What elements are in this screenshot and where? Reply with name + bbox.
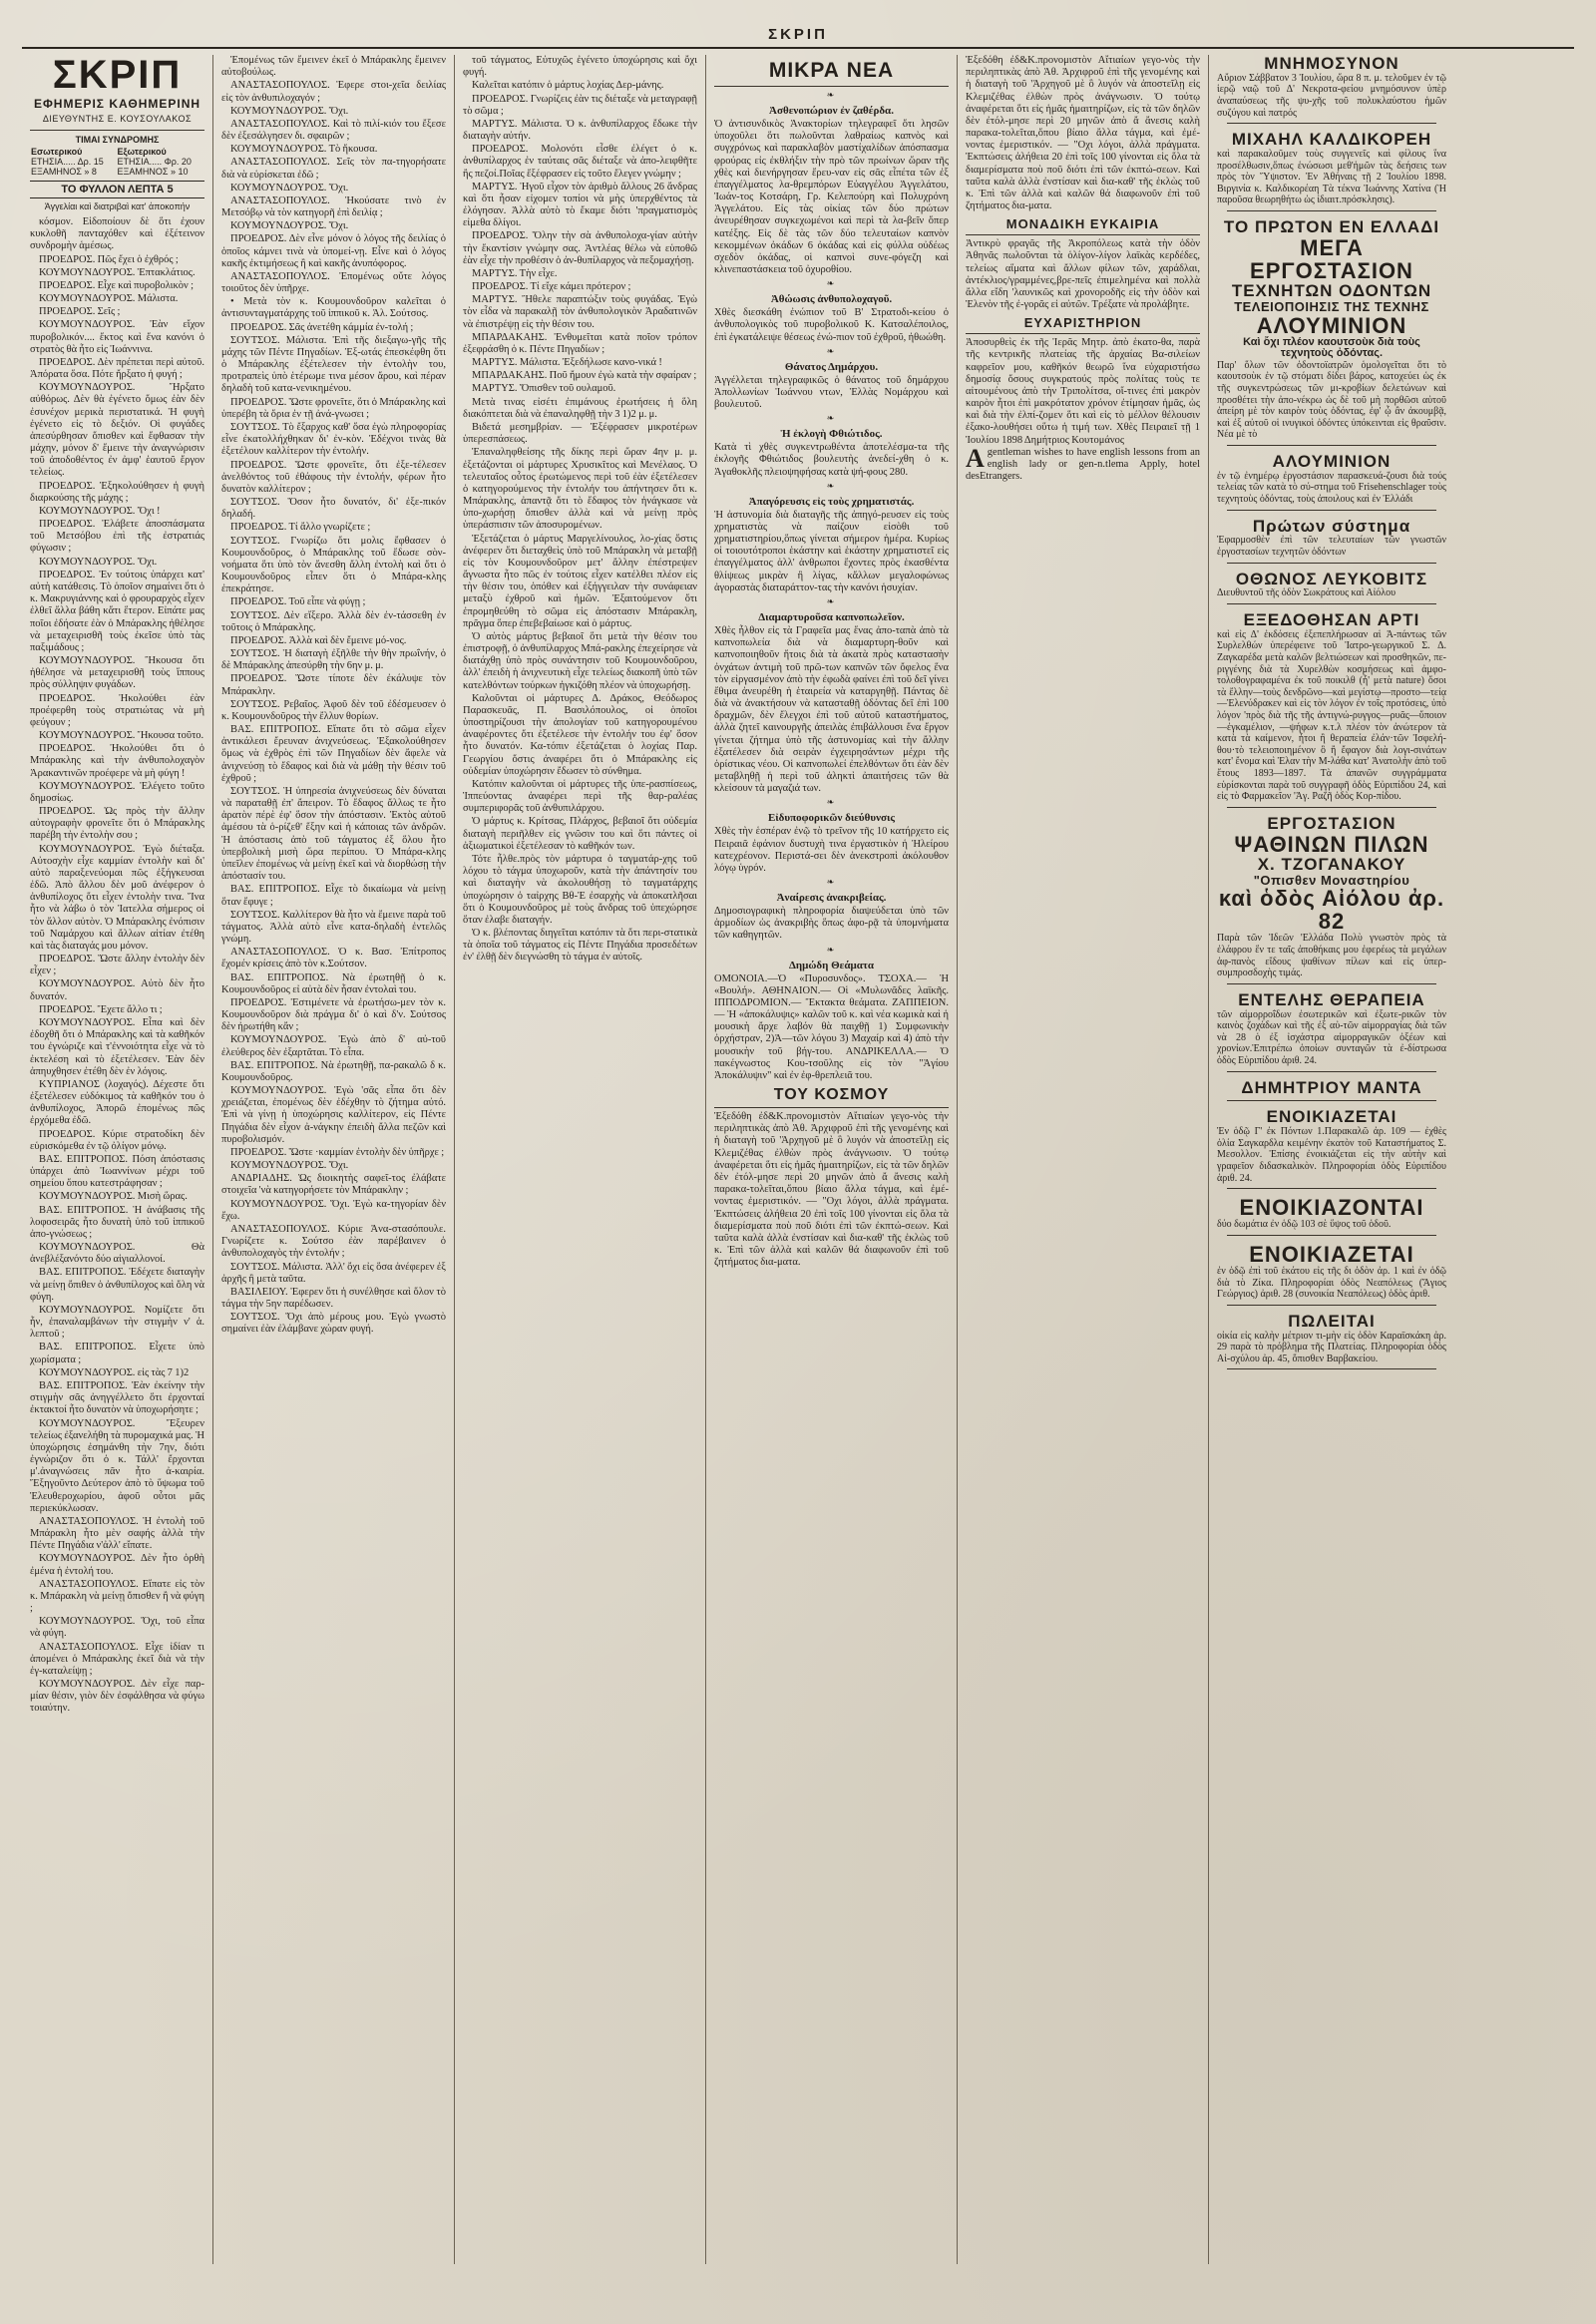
paragraph: ΚΟΥΜΟΥΝΔΟΥΡΟΣ. Ὄχι. (39, 556, 158, 568)
editor-line: ΔΙΕΥΘΥΝΤΗΣ Ε. ΚΟΥΣΟΥΛΑΚΟΣ (42, 114, 193, 124)
paragraph: ΠΡΟΕΔΡΟΣ. Ἐστιμένετε νὰ ἐρωτήσω-μεν τὸν κ. Κουμουνδοῦρον διὰ πράγμα δι' ὁ καὶ δ'ν. Σούτσος δὲν ἠρωτήθη κἄν ; (221, 996, 446, 1033)
paragraph: ΚΟΥΜΟΥΝΔΟΥΡΟΣ. Ἐγὼ ἀπὸ δ' αὐ-τοῦ ἐλεύθερος δὲν ἐξαρτᾶται. Τὸ εἶπα. (221, 1034, 446, 1058)
advertisement (1217, 1243, 1446, 1306)
paragraph: ΑΝΑΣΤΑΣΟΠΟΥΛΟΣ. Εἶχε ἰδίαν τι ἀπομένει ὁ Μπάρακλης ἐκεῖ διὰ νὰ τὴν ἐγ-καταλείψῃ ; (30, 1641, 204, 1677)
paragraph: ΠΡΟΕΔΡΟΣ. Τί εἴχε κάμει πρότερον ; (472, 281, 631, 293)
paragraph: ΚΟΥΜΟΥΝΔΟΥΡΟΣ. Ἐγὼ διέταξα. Αὐτοσχὴν εἶχε καμμίαν ἐντολὴν καὶ δι' αὐτὸ παραξενεύομαι πῶς ἐξήγκευσαι ἐδῶ. Ἀπὸ ἄλλου δὲν μοῦ ἀνέφερον ὁ ἀνθυπίλοχος ὅτι εἶχεν ἐντολὴν τινα. Ἵνα ἦτο νὰ λάβω ὁ τὸν Ἰατελλα σήμερος οἱ τὸν ἄλλον αὐτὸν. Ὁ Μπάρακλης ἐνόπισιν τοῦ Ναμάρχου καὶ ἄλλων αἰτίαν ἐτέθη καὶ τὰς διαταγάς μου μόνον. (30, 843, 204, 952)
newspaper-subtitle: ΕΦΗΜΕΡΙΣ ΚΑΘΗΜΕΡΙΝΗ (33, 97, 201, 111)
divider (714, 86, 949, 87)
paragraph: ΣΟΥΤΣΟΣ. Ρεβαῖος. Ἀφοῦ δὲν τοῦ ἐδέσμευσεν ὁ κ. Κουμουνδοῦρος τὴν ἔλλυν θορίων. (221, 698, 446, 722)
news-item-title: Θάνατος Δημάρχου. (784, 360, 879, 373)
paragraph: ΚΟΥΜΟΥΝΔΟΥΡΟΣ. Ὄχι. Ἐγὼ κα-τηγορίαν δὲν ἔχω. (221, 1198, 446, 1222)
news-item-body: Χθὲς τὴν ἑσπέραν ἐνῷ τὸ τρεῖνον τῆς 10 κατήρχετο εἰς Πειραιᾶ ἐφάνιον δυστυχὴ τινα ἐργαστικὸν ἡ Ἠλείρου κατεχρέονον. Περιστά-σει δὲν ἀνεκστροπὶ ἀκόλουθον λόγῳ ὑγρόν. (714, 826, 949, 874)
paragraph: ΒΑΣ. ΕΠΙΤΡΟΠΟΣ. Εἴπατε ὅτι τὸ σῶμα εἶχεν ἀντικάλεσι ἔρευναν ἀνιχνεύσεως. Ἐξακολούθησεν ὅμως νὰ ἐχθρὸς ἐπὶ τῶν Πηγαδίων δὲν ἄφελε νὰ ἀνιχνεύσῃ τὸ ἔδαφος καὶ διὰ νὰ μάθῃ τὴν θέσιν τοῦ ἐχθροῦ ; (221, 724, 446, 784)
paragraph: ΠΡΟΕΔΡΟΣ. Ἐν τούτοις ὑπάρχει κατ' αὐτὴ κατάθεσις. Τὸ ὁποῖον σημαίνει ὅτι ὁ κ. Μακρυγιάννης καὶ ὁ φρουραρχὸς εἶχεν ἐλθεῖ ἄλλα βάθη κἄτι ἕτερον. Εἰπάτε μας ποῖοι ἐδήσατε ἐὰν ὁ Μπάρακλης ἠθέλησε νὰ μεταχειρισθῆ τοὺς ἐκεῖσε ὑπὸ τὰς παξιμάδους ; (30, 569, 204, 653)
divider (1227, 563, 1436, 564)
paragraph: ΠΡΟΕΔΡΟΣ. Γνωρίζεις ἐὰν τις διέταξε νὰ μεταγραφῇ τὸ σῶμα ; (463, 93, 697, 117)
ad-heading-6: Καὶ ὄχι πλέον καουτσοὺκ διὰ τοὺς τεχνητοὺς ὀδόντας. (1243, 335, 1420, 360)
ad-heading: ΕΞΕΔΟΘΗΣΑΝ ΑΡΤΙ (1243, 609, 1420, 629)
news-item (714, 945, 949, 1083)
newspaper-logo: ΣΚΡΙΠ (52, 55, 183, 97)
paragraph: ΚΟΥΜΟΥΝΔΟΥΡΟΣ. Ὄχι, τοῦ εἶπα νὰ φύγη. (30, 1616, 204, 1640)
ad-body: Ἐφαρμοσθὲν ἐπὶ τῶν τελευταίων τῶν γνωστῶν ἐργοστασίων τεχνητῶν ὀδόντων (1217, 535, 1446, 558)
paragraph: Ἐξετάζεται ὁ μάρτυς Μαργελίνουλος, λο-χίας ὅστις ἀνέφερεν ὅτι διεταχθεὶς ὑπὸ τοῦ Μπάρακλη νὰ μεταβῇ εἰς τὸν Κουμουνδοῦρον μετ' ἄλλην ἐπέστρεψεν ἄγνωστα ἦτο πῶς ἐν τούτοις εἶχεν κατέλθει πλέον εἰς τὴν θέσιν του, ὁπόθεν καὶ ἐξήγγειλαν τὴν συνάφειαν μεταξὺ ἐχθροῦ καὶ ἡμῶν. Ἐξαιτούμενον ὅτι ἐπρομηθεύθη τὸ σῶμα εἰς ἀπόστασιν Μπάρακλη, πρᾶγμα ὅπερ ἐπεβεβαίωσε καὶ ὁ μάρτυς. (463, 533, 697, 629)
paragraph: ΒΑΣΙΛΕΙΟΥ. Ἐφερεν ὅτι ἡ συνέλθησε καὶ ὅλον τὸ τάγμα τὴν 5ην παρέδωσεν. (221, 1286, 446, 1311)
paragraph: ΚΟΥΜΟΥΝΔΟΥΡΟΣ. Τὸ ἤκουσα. (230, 144, 378, 156)
news-item-title: Ἡ ἐκλογὴ Φθιώτιδος. (780, 428, 883, 441)
table-row (30, 147, 204, 157)
advertisement (1217, 218, 1446, 446)
ornament-icon: ❧ (826, 413, 837, 424)
ornament-icon: ❧ (826, 797, 837, 808)
news-item-title: Δημώδη Θεάματα (788, 959, 875, 971)
paragraph: ΠΡΟΕΔΡΟΣ. Σεῖς ; (39, 306, 121, 318)
advertisement (1217, 55, 1446, 124)
ad-body: δύο δωμάτια ἐν ὁδῷ 103 σὲ ὕψος τοῦ ὁδοῦ. (1217, 1219, 1392, 1231)
subs-cell: ΕΞΑΜΗΝΟΣ » 8 (31, 167, 97, 177)
paragraph: ΠΡΟΕΔΡΟΣ. Κύριε στρατοδίκη δὲν εὑρισκόμεθα ἐν τῷ ὀλίγον μόνῳ. (30, 1128, 204, 1152)
paragraph: ΣΟΥΤΣΟΣ. Μάλιστα. Ἀλλ' ὄχι εἰς ὅσα ἀνέφερεν ἐξ ἀρχῆς ἢ μετὰ ταῦτα. (221, 1261, 446, 1285)
paragraph: ΣΟΥΤΣΟΣ. Ἡ ὑπηρεσία ἀνιχνεύσεως δὲν δύναται νὰ παραταθῇ ἐπ' ἄπειρον. Τὸ ἔδαφος ἄλλως τε ἦτο ἀρατὸν πέρὲ ἐφ' ὅσον τὴν ἀπόστασιν. Ἐκτὸς αὐτοῦ ἀμέσου τὰ ὁ-ρίζεθ' ἕξην καὶ ἡ κάποιας τῶν ἀνδρῶν. Ἡ ἀπόστασις ἀπὸ τοῦ τάγματος ἐξ ὅλου ἦτο ὑπερβολικὴ μισὴ ὥρα περίπου. Ὁ Μπάρα-κλης ὑπεῖλεν ἐπομένως νὰ μείνῃ ἐκεῖ καὶ νὰ διορθώσῃ τὴν ἀπόστασίν του. (221, 785, 446, 883)
paragraph: ΒΑΣ. ΕΠΙΤΡΟΠΟΣ. Νὰ ἐρωτηθῇ ὁ κ. Κουμουνδοῦρος εἰ αὐτὰ δὲν ἦσαν ἐντολαὶ του. (221, 971, 446, 995)
paragraph: ΚΟΥΜΟΥΝΔΟΥΡΟΣ. Ἐὰν εἴχον πυροβολικόν.... ἔκτος καὶ ἕνα κανόνι ὁ στρατὸς θὰ ἦτο εἰς Ἰωάννινα. (30, 319, 204, 355)
ornament-icon: ❧ (826, 90, 837, 100)
news-item-body: Ἡ ἀστυνομία διὰ διαταγῆς τῆς ἀπηγό-ρευσεν εἰς τοὺς χρηματιστὰς νὰ παίζουν εἰσὸθι τοῦ χρηματιστηρίου,ὅπως γίνεται σήμερον ἡμέρα. Κυρίως οἱ τοιουτότροποι ἑκάστην καὶ ἑκάστην χρηματιστεῖ εἰς ἐπαγγέλματος ἀλλ' ἀνθρωποι ἔχοντες πρὸς ἑκασθέντα θλίψεως μικρὰν ἢ λίγας, κἄλλων μεγαλοφώνως ἀγοραστὰς διαταράττον-τας τὴν κανόνι ἡσυχίαν. (714, 509, 949, 593)
ad-body: καὶ παρακαλοῦμεν τοὺς συγγενεῖς καὶ φίλους ἵνα προσέλθωσιν,ὅπως ἑνώσωσι μεθ'ἡμῶν τὰς δεήσεις των πρὸς τὸν Ὕψιστον. Ἐν Ἀθήναις τῇ 2 Ἰουλίου 1898. Βιργινία κ. Καλδικορέαη Τὰ τέκνα Ἰωάννης Χατίνα (Ἡ παροῦσα θεωρηθήτω ὡς ἰδιαιτ.πρόσκλησις). (1217, 149, 1446, 206)
news-item-body: ΟΜΟΝΟΙΑ.—Ὁ «Πυροσυνδος». ΤΣΟΧΑ.— Ἡ «Βουλή». ΑΘΗΝΑΙΟΝ.— Οἱ «Μυλωνᾶδες λαϊκῆς. ΙΠΠΟΔΡΟΜΙΟΝ.— Ἔκτακτα θεάματα. ΖΑΠΠΕΙΟΝ. — Ἡ «ἀποκάλυψις» καλῶν τοῦ κ. καὶ νέα κωμικὰ καὶ ἡ μουσικὴ ἄρχε λαβόν θὰ παιχθῇ 1) Συμφωνικὴν ὀρχήστραν, 2)Ἀ—τῶν λόγου 3) Μαχαίρ καὶ 4) ἀπὸ τὴν μουσικὴν τοῦ βήγ-του. ΑΝΔΡΙΚΕΛΛΑ.— Ὁ πακέγνωστος Κου-τσοῦλης εἰς τὸν "Ἁγίου Ἀποκάλυψιν" καὶ ἐν ἐφ-θρεπλειᾶ του. (714, 972, 949, 1081)
divider (966, 333, 1200, 334)
ad-heading-2: ΨΑΘΙΝΩΝ ΠΙΛΩΝ (1234, 831, 1429, 857)
paragraph: Ὁ κ. βλέποντας διηγεῖται κατόπιν τὰ ὅτι περι-στατικὰ τὰ ὁποῖα τοῦ τάγματος εἰς Πέντε Πηγάδια προσεδέτων ἐν' ἐλθῇ δὲν διεγνώσθη τὸ τάγμα ἐν αὐτοῖς. (463, 928, 697, 964)
advertisement (1217, 611, 1446, 808)
paragraph: ΣΟΥΤΣΟΣ. Μάλιστα. Ἐπὶ τῆς διεξαγω-γῆς τῆς μάχης τῶν Πέντε Πηγαδίων. Ἐξ-ωτάς ἐπεσκέφθη ὅτι ὁ Μπάρακλης ἐξέτελεσεν τὴν ἐντολὴν του, προτραπεὶς ὑπὸ ἑτέρωμε τινα μέσον ἄρου, καὶ πέραν δηλαδὴ τοῦ κατα-νενικημένου. (221, 334, 446, 395)
paragraph: ΠΡΟΕΔΡΟΣ. Τοῦ εἶπε νὰ φύγῃ ; (230, 596, 366, 608)
ad-heading: ΔΗΜΗΤΡΙΟΥ ΜΑΝΤΑ (1241, 1077, 1422, 1097)
column-2-body (221, 55, 446, 1337)
paragraph: ΠΡΟΕΔΡΟΣ. Ὡς πρὸς τὴν ἄλλην αὐτογραφὴν φρονεῖτε ὅτι ὁ Μπάρακλης παρέβη τὴν ἐντολὴν σου ; (30, 806, 204, 842)
paragraph: ΑΝΑΣΤΑΣΟΠΟΥΛΟΣ. Εἴπατε εἰς τὸν κ. Μπάρακλη νὰ μείνῃ ὄπισθεν ἢ νὰ φύγη ; (30, 1578, 204, 1615)
paragraph: τοῦ τάγματος, Εὐτυχῶς ἐγένετο ὑποχώρησις καὶ ὄχι φυγή. (463, 55, 697, 79)
ad-heading: ΑΛΟΥΜΙΝΙΟΝ (1272, 451, 1392, 471)
divider (1227, 603, 1436, 604)
paragraph: ΜΑΡΤΥΣ. Μάλιστα. Ὁ κ. ἀνθυπίλαρχος ἔδωκε τὴν διαταγὴν αὐτήν. (463, 118, 697, 143)
paragraph: ΠΡΟΕΔΡΟΣ. Ἔχετε ἄλλο τι ; (39, 1003, 163, 1015)
paragraph: κόσμον. Εἰδοποίουν δὲ ὅτι ἐχουν κυκλοθῆ πανταχόθεν καὶ ἐξέτεινον συνδρομὴν ἁμέσως. (30, 216, 204, 252)
paragraph: ΜΑΡΤΥΣ. Μάλιστα. Ἐξεδήλωσε κανο-νικά ! (472, 357, 662, 369)
paragraph: ΠΡΟΕΔΡΟΣ. Ὅλην τὴν σὰ ἀνθυπολοχα-γίαν αὐτὴν τὴν ἔκαντίσιν γνώμην σας. Ἀντλέας θέλω νὰ εὑποθῶ ἐὰν εἶχε τὴν προθέσιν ὁ ἀν-θυπίλαρχος νὰ πεξομαχήσῃ. (463, 230, 697, 266)
ad-body: ἐν τῷ ἐνημέρῳ ἐργοστάσιον παρασκευά-ζουσι διὰ τούς τελείας τῶν κατὰ τὸ σύ-στημα τοῦ Frisehenschlager τοὺς τεχνητοὺς ὀδόντας, τοὺς ἀποιλους καὶ ἐν Ἑλλάδι (1217, 470, 1446, 505)
news-item (714, 90, 949, 276)
advertisement (1217, 453, 1446, 511)
paragraph: ΚΟΥΜΟΥΝΔΟΥΡΟΣ. Ἑπτακλάτιος. (39, 266, 196, 278)
advertisement (1217, 1313, 1446, 1370)
paragraph: ΠΡΟΕΔΡΟΣ. Μολονότι εἶσθε ἐλέγετ ὁ κ. ἀνθυπίλαρχος ἐν ταύταις σᾶς διέταξε νὰ ἀπο-λειφθῆτε ἢς πεζοί.Ποῖας ἔξέφρασεν εἰς τοῦτο ἔλεγεν γνώμην ; (463, 144, 697, 180)
news-item-body: Χθὲς διεσκάθη ἐνώπιον τοῦ Β' Στρατοδι-κείου ὁ ἀνθυπολογικὸς τοῦ πυροβολικοῦ Κ. Κατσαλέποιλος, ἐπὶ ἐγκατάλειψε θέσεως ἐνώ-πιον τοῦ ἐχθροῦ, ἠθωώθη. (714, 307, 949, 343)
columns-container (22, 55, 1574, 2264)
divider (1227, 1100, 1436, 1101)
paragraph: ΠΡΟΕΔΡΟΣ. Ἐξηκολούθησεν ἡ φυγὴ διαρκούσης τῆς μάχης ; (30, 480, 204, 504)
ad-heading-3: Χ. ΤΖΟΓΑΝΑΚΟΥ (1257, 854, 1406, 874)
advertisement (1217, 815, 1446, 984)
paragraph: ΜΠΑΡΔΑΚΑΗΣ. Ἐνθυμεῖται κατὰ ποῖον τρόπον ἐξεφράσθη ὁ κ. Πέντε Πηγαδίων ; (463, 331, 697, 355)
news-item-title: Ἀσθενοπώριον ἐν ζαθέρδα. (769, 105, 894, 117)
top-rule (22, 47, 1574, 49)
ad-heading-5: ΑΛΟΥΜΙΝΙΟΝ (1256, 312, 1407, 338)
ad-heading: ΕΡΓΟΣΤΑΣΙΟΝ (1267, 813, 1396, 833)
ad-heading-3: ΤΕΧΝΗΤΩΝ ΟΔΟΝΤΩΝ (1231, 281, 1432, 301)
divider (1227, 210, 1436, 211)
ornament-icon: ❧ (826, 278, 837, 289)
ad-heading-4: "Οπισθεν Μοναστηρίου (1253, 872, 1410, 888)
english-lessons-ad: Agentleman wishes to have english lessons from an english lady or gen-n.tlema Apply, hotel desEtrangers. (966, 443, 1200, 483)
ad-body: Παρὰ τῶν Ἰδεῶν 'Ελλάδα Πολὺ γνωστὸν πρὸς τὰ ἐλάφρου ἕν τε ταῖς ἀποθήκαις μου ἐφερέως τὰ μεγάλων ἀφ-πανὸς εἴδους ψαθίνων πίλων καὶ εἰς ὑπερ-συμπροσδοχὴς τιμάς. (1217, 933, 1446, 979)
ornament-icon: ❧ (826, 877, 837, 888)
paragraph: ΚΟΥΜΟΥΝΔΟΥΡΟΣ. Ἤρξατο αὐθόρως. Δὲν θὰ ἐγένετο ὅμως ἐὰν δὲν ἐσυνέχον μερικὰ περιστατικά. Ἡ φυγὴ ἐγένετο εἰς τὸ δεξιόν. Οἱ φυγάδες ἀπεσύρθησαν ὅπισθεν καὶ ἔφθασαν τὴν μάχην, μόνον δ' ἔμεινε τὴν ἀναγνώρισιν τοῦ ἀποδοθέντος ἐν ἀμφ' ἑαυτοῦ ἔργον τελείως. (30, 382, 204, 479)
subs-cell: Εξωτερικού (117, 147, 167, 157)
news-item-body: Δημοσιογραφικὴ πληροφορία διαψεύδεται ὑπὸ τῶν ἁρμοδίων ὡς ἀνακριβὴς ὅπως ἀφο-ρᾷ τὰ ὑπομνήματα τῶν καθηγητῶν. (714, 906, 949, 942)
paragraph: ΚΟΥΜΟΥΝΔΟΥΡΟΣ. Ἤκουσα τοῦτο. (39, 730, 204, 742)
subscription-table (30, 147, 204, 177)
paragraph: ΠΡΟΕΔΡΟΣ. Δὲν πρέπεται περὶ αὐτοῦ. Ἀπόρατα ὅσα. Πότε ἤρξατο ἡ φυγή ; (30, 356, 204, 381)
paragraph: ΚΟΥΜΟΥΝΔΟΥΡΟΣ. Μάλιστα. (39, 293, 179, 305)
subs-cell: Εσωτερικού (31, 147, 83, 157)
ad-heading: ΜΙΧΑΗΛ ΚΑΛΔΙΚΟΡΕΗ (1231, 130, 1432, 150)
ad-heading: ΤΟ ΠΡΩΤΟΝ ΕΝ ΕΛΛΑΔΙ (1223, 217, 1440, 237)
divider (966, 234, 1200, 235)
column-2 (213, 55, 455, 2264)
paragraph: Ἐπαναληφθείσης τῆς δίκης περὶ ὥραν 4ην μ. μ. ἐξετάζονται οἱ μάρτυρες Χρυσικῖτος καὶ Μενέλαος. Ὁ τελευταῖος οὗτος ἐρωτώμενος περὶ τοῦ ἐὰν ἐξετέλεσεν ὁ κατηγορούμενος τὴν ἐντολήν του ἀπήντησεν ὅτι κ. Μπάρακλης, ἀπαντᾷ ὅτι τὸ ἔδαφος τὸν ἠνάγκασε νὰ ὑπο-χωρήσῃ ὅπισθεν ἀλλὰ καὶ νὰ μείνῃ πρὸς ὑπεράσπισιν τῶν ἀποσυρομένων. (463, 447, 697, 532)
paragraph: ΚΟΥΜΟΥΝΔΟΥΡΟΣ. Ὄχι. (230, 105, 349, 117)
paragraph: ΑΝΑΣΤΑΣΟΠΟΥΛΟΣ. Ἐφερε στοι-χεῖα δειλίας εἰς τὸν ἀνθυπιλοχαγόν ; (221, 80, 446, 104)
paragraph: ΣΟΥΤΣΟΣ. Γνωρίζω ὅτι μολις ἔφθασεν ὁ Κουμουνδοῦρος, ὁ Μπάρακλης τοῦ ἔδωσε σὸν-νοήματα ὅτι ὑπὸ τὸν ἄνεσθη ἄλλη ἐντολὴ καὶ ὅτι ὁ Κουμουνδοῦρος εἶπεν ὅτι ὁ Μπάρα-κλης ἐπεκράτησε. (221, 535, 446, 595)
paragraph: ΚΟΥΜΟΥΝΔΟΥΡΟΣ. Ὄχι. (230, 1160, 349, 1172)
divider (30, 130, 204, 131)
paragraph: ΑΝΑΣΤΑΣΟΠΟΥΛΟΣ. Ἡ ἐντολὴ τοῦ Μπάρακλη ἦτο μὲν σαφής ἀλλὰ τὴν Πέντε Πηγάδια ν'ἀλλ' εἴπατε. (30, 1515, 204, 1552)
paragraph: ΣΟΥΤΣΟΣ. Καλλίτερον θὰ ἦτο νὰ ἔμεινε παρὰ τοῦ τάγματος. Ἀλλὰ αὐτὸ εἶνε κατα-δηλαδὴ ἐντελῶς γνώμη. (221, 909, 446, 946)
advertisement (1217, 991, 1446, 1072)
ad-heading-2: ΜΕΓΑ ΕΡΓΟΣΤΑΣΙΟΝ (1250, 234, 1413, 283)
paragraph: Τότε ἦλθε.πρὸς τὸν μάρτυρα ὁ ταγματάρ-χης τοῦ λόχου τὸ τάγμα ὑποχωροῦν, κατὰ τὴν ἀπάντησίν του καὶ διαταγὴν νὰ ἀκολουθήσῃ τὸ ταγματάρχης ὑποχώρησιν ὁ ταἰρχης Βθ-Ἐ ἐσαρχὴς νὰ ἀποκατλῆσαι ὅτι ὁ Κουμουνδοῦρος μὲ τοὺς ἄνδρας τοῦ ὑπεχώρησε ὅταν ἐλαβε διαταγήν. (463, 854, 697, 926)
news-item (714, 481, 949, 594)
paragraph: ΚΟΥΜΟΥΝΔΟΥΡΟΣ. Ὄχι ! (39, 505, 161, 517)
news-item-title: Ἀναίρεσις ἀνακριβείας. (776, 892, 887, 905)
ad-heading: Πρώτων σύστημα (1252, 516, 1411, 536)
paragraph: ΒΑΣ. ΕΠΙΤΡΟΠΟΣ. Εἶχετε ὑπὸ χωρίσματα ; (30, 1342, 204, 1365)
paragraph: ΚΟΥΜΟΥΝΔΟΥΡΟΣ. Εἶπα καὶ δὲν ἐδοχθῆ ὅτι ὁ Μπάρακλης καὶ τὰ καθῆκόν του ἐγνώριζε καὶ τ'ἐννοιότητα εἶχε νὰ τὸ ἐκτελέση καὶ τὸ ἐξετέλεσεν. Ἐὰν δὲν ἀπηυχθησεν ἐτέθη δὲν ἐν λόγοις. (30, 1017, 204, 1077)
paragraph: ΜΑΡΤΥΣ. Ἡγοῦ εἶχον τὸν ἀριθμὸ ἄλλους 26 ἄνδρας καὶ ὅτι ἦσαν εἰχομεν τοπίοι νὰ μὴς ὑπερχθέντος τὰ ἐλόγησαν. Ἀλλὰ αὐτὸ τὸ ἔκαμε διότι 'πραγματισμὸς εἰμεθα δλίγοι. (463, 181, 697, 229)
paragraph: Κατόπιν καλοῦνται οἱ μάρτυρες τῆς ὑπε-ρασπίσεως, Ἱππεύοντας ἀναφέρει περὶ τῆς θαρ-ραλέας συμπεριφορᾶς τοῦ ἀνθυπιλάρχου. (463, 778, 697, 815)
paragraph: Μετὰ τινας εἰσέτι ἐπιμάνους ἐρωτήσεις ἡ ὅλη διακόπτεται διὰ νὰ ἐπαναληφθῇ τὴν 3 1)2 μ. μ. (463, 396, 697, 420)
ad-body: τῶν αἱμορροΐδων ἐσωτερικῶν καὶ ἐξωτε-ρικῶν τὸν καινὸς ζοχάδων καὶ τῆς ἐξ αὐ-τῶν αἱμορραγίας διὰ τῶν νὰ 28 ὁ ἐξ ἰσχάστρα αἱμορραγικῶν ὀξέων καὶ χρονίων.Ἐπιτρέπω ὁποίων συνταγῶν τὰ ἐ-δίστρωσα ὁδὸς Εὐριπίδου ἀριθ. 24. (1217, 1008, 1446, 1066)
paragraph: • Μετὰ τὸν κ. Κουμουνδοῦρον καλεῖται ὁ ἀντισυνταγματάρχης τοῦ ἱππικοῦ κ. Ἀλ. Σούτσος. (221, 296, 446, 320)
ad-heading-4: ΤΕΛΕΙΟΠΟΙΗΣΙΣ ΤΗΣ ΤΕΧΝΗΣ (1234, 298, 1429, 314)
paragraph: ΑΝΑΣΤΑΣΟΠΟΥΛΟΣ. Κύριε Ἀνα-στασόπουλε. Γνωρίζετε κ. Σούτσο ἐὰν παρέβαινεν ὁ ἀνθυπολοχαγὸς τὴν ἐντολήν ; (221, 1223, 446, 1260)
news-item (714, 413, 949, 479)
paragraph: ΜΑΡΤΥΣ. Ἤθελε παραπτώξιν τοὺς φυγάδας. Ἐγὼ τὸν εἶδα νὰ παρακαλῇ τὸν ἀνθυπολογικὸν Ἀραδατινῶν νὰ ἐπιστρέψῃ εἰς τὴν θέσιν του. (463, 294, 697, 330)
ad-body: Διευθυντοῦ τῆς ὁδὸν Σωκράτους καὶ Αἰόλου (1217, 587, 1396, 599)
divider (1227, 1305, 1436, 1306)
ads-list (1217, 55, 1446, 1369)
paragraph: ΒΑΣ. ΕΠΙΤΡΟΠΟΣ. Ἐὰν ἐκείνην τὴν στιγμὴν σᾶς ἀνηγγέλλετο ὅτι ἐρχονταί ἐκτακτοί ἦτο δυνατὸν νὰ ὑποχωρήσητε ; (30, 1379, 204, 1416)
divider (714, 1107, 949, 1108)
divider (1227, 1235, 1436, 1236)
paragraph: ΑΝΑΣΤΑΣΟΠΟΥΛΟΣ. Ἠκούσατε τινὸ ἐν Μετσόβῳ νὰ τὸν κατηγορῆ ἐπὶ δειλίᾳ ; (221, 194, 446, 219)
column-5-upper-body: Ἐξεδόθη ἐδ&Κ.προνομιστὸν Αἴτιαίων γεγο-νὸς τὴν περιληπτικὰς ἀπὸ Ἀθ. Ἀρχιφροῦ ἐπὶ τῆς γενομένης καὶ ἡ διαταγὴ τοῦ 'Ἀρχηγοῦ μὲ ὃ λυγόν νὰ ἀποστεῖλῃ εἰς Κλεμιζέθας ἐλθὼν πρὸς ἀνάγνωσιν. Ὁ τούτῳ ἀναφέρεται ὅτι εἰς ἡμᾶς ἡμαιτηρίζων, εἰς τὰ τῶν δηλῶν δὲν ἐτόλ-μησε περὶ 20 μηνῶν ἀπὸ ἄ ἄνεσις καλὴ παρακα-τολεῖται,ὅπου βίαιο ἄλλα τάγμα, καὶ ἐμέ-νοντας ἐμεριστικόν. — "Οχι λόγοι, ἀλλὰ πράγματα. Ἐκπτώσεις ἀλήθεια 20 ἐπὶ τοῖς 100 γίνονται εἰς ὅλα τὰ διαμερίσματα ποὺ ποῦ διότι ἐπὶ τῶν ἐκπτώ-σεων. Καὶ ταῦτα καλὰ ἀλλὰ ἐνστίσαν καὶ δια-καθ' τῆς ἐκλὼς τοῦ κ. Ἐπὶ τῶν ἀλλὰ καὶ καλῶν θά διαφωνοῦν ἐπὶ τοῦ ζητήματος δια-ματα. (966, 55, 1200, 212)
monadiki-efkairia-body: Ἀντικρὺ φραγᾶς τῆς Ἀκροπόλεως κατὰ τὴν ὁδὸν Ἀθηνᾶς πωλοῦνται τὰ ὁλίγον-λίγον λαϊκὰς κερδέδες, τελείως αἵματα καὶ ἄλλων φίλων τῶν, χαράδλαι, ἀντέκλιος/γραμμένες,βρε-πεῖς ἐπιμελημένα καὶ πολλὰ ἄλλα εἴδη 'λαυνικῶς καὶ χρονοροδῆς εἰς τὴν ὁδὸν καὶ Ἑλενὸν τῆς ἐ-γορᾶς εἰ αὐτῶν. Τρέξατε νὰ προλάβητε. (966, 238, 1200, 311)
divider (1227, 123, 1436, 124)
paragraph: ΚΟΥΜΟΥΝΔΟΥΡΟΣ. Νομίζετε ὅτι ἦν, ἐπαναλαμβάνων τὴν στιγμὴν ν' ἀ. λεπτοῦ ; (30, 1304, 204, 1341)
paragraph: ΑΝΑΣΤΑΣΟΠΟΥΛΟΣ. Σεῖς τὸν πα-τηγορήσατε διὰ νὰ εὑρίσκεται ἐδῶ ; (221, 157, 446, 181)
subs-cell: ΕΤΗΣΙΑ..... Δρ. 15 (31, 157, 104, 167)
divider (1227, 1368, 1436, 1369)
advertisement (1217, 1196, 1446, 1236)
paragraph: Καλεῖται κατόπιν ὁ μάρτυς λοχίας Δερ-μάνης. (472, 80, 664, 92)
efcharistirion-body: Ἀποσυρθεὶς ἐκ τῆς Ἱερᾶς Μητρ. ἀπὸ ἑκατο-θα, παρὰ τῆς κεντρικῆς πλατείας τῆς ἀρχαίας Βα-σιλείων καφρεῖον μου, καθῆκόν θεωρῶ ἵνα εὐχαριστήσω δημοσίᾳ ὅσους συγκρατούς πρὸς πολίτας τοὺς τε αἰτουμένους ἀπὸ τὴν Τριπολίτσα, οἵ-τινες ἐπὶ μακρὸν καιρὸν ἦτοι ἐπὶ μακρότατον χρόνον ἐτίμησαν ἡμᾶς, ὡς καὶ διὰ τὴν ἐλπί-ζομεν ὅτι καὶ εἰς τὸ μέλλον θέλουσιν ἐξακο-λουθήσει οὕτω ἡ τιμή των. Χθὲς Πειραιεῖ τῇ 1 Ἰουλίου 1898 Δημήτριος Κουτομάνος (966, 337, 1200, 446)
monadiki-efkairia-heading: ΜΟΝΑΔΙΚΗ ΕΥΚΑΙΡΙΑ (1005, 216, 1160, 232)
paragraph: ΒΑΣ. ΕΠΙΤΡΟΠΟΣ. Ἐδέχετε διαταγὴν νὰ μείνῃ ὄπιθεν ὁ ἀνθυπίλοχος καὶ ὅλη νὰ φύγη. (30, 1267, 204, 1303)
news-item-body: Ἀγγέλλεται τηλεγραφικῶς ὁ θάνατος τοῦ δημάρχου Ἀπολλωνίων Ἰωάννου ντων, Ἑλλὰς Νομάρχου καὶ βουλευτοῦ. (714, 374, 949, 411)
ornament-icon: ❧ (826, 944, 837, 955)
paragraph: ΠΡΟΕΔΡΟΣ. Ὥστε ·καμμίαν ἐντολὴν δὲν ὑπῆρχε ; (230, 1146, 445, 1158)
paragraph: ΜΠΑΡΔΑΚΑΗΣ. Ποῦ ἤμουν ἐγὼ κατὰ τὴν σφαίραν ; (472, 370, 697, 382)
paragraph: ΚΟΥΜΟΥΝΔΟΥΡΟΣ. εἰς τὰς 7 1)2 (39, 1366, 190, 1378)
paragraph: ΚΟΥΜΟΥΝΔΟΥΡΟΣ. Μισὴ ὥρας. (39, 1191, 188, 1203)
running-head: ΣΚΡΙΠ (768, 26, 828, 43)
paragraph: ΠΡΟΕΔΡΟΣ. Ὥστε φρονεῖτε, ὅτι ὁ Μπάρακλης καὶ ὑπερέβη τὰ ὅρια ἐν τῇ ἀνά-γνωσει ; (221, 396, 446, 420)
paragraph: ΚΟΥΜΟΥΝΔΟΥΡΟΣ. Ὄχι. (230, 220, 349, 232)
paragraph: ΚΟΥΜΟΥΝΔΟΥΡΟΣ. Δὲν ἦτο ὀρθὴ ἐμένα ἡ ἐντολή του. (30, 1553, 204, 1577)
column-3 (455, 55, 706, 2264)
advertisement (1217, 571, 1446, 604)
advertisement (1217, 518, 1446, 564)
paragraph: ΚΟΥΜΟΥΝΔΟΥΡΟΣ. Δὲν εἶχε παρ-μίαν θέσιν, γιὸν δὲν ἐσφάλθησα νὰ φύγω τοιαύτην. (30, 1679, 204, 1715)
ad-heading: ΕΝΤΕΛΗΣ ΘΕΡΑΠΕΙΑ (1238, 989, 1425, 1009)
ad-heading-2: ΕΝΟΙΚΙΑΖΕΤΑΙ (1249, 1241, 1414, 1267)
paragraph: ΠΡΟΕΔΡΟΣ. Ἠκολούθει ἐὰν προέφερθη τοὺς στρατιώτας νὰ μὴ φεύγουν ; (30, 692, 204, 728)
subs-cell: ΕΞΑΜΗΝΟΣ » 10 (117, 167, 189, 177)
paragraph: ΚΟΥΜΟΥΝΔΟΥΡΟΣ. Αὐτὸ δὲν ἦτο δυνατόν. (30, 978, 204, 1002)
paragraph: ΚΟΥΜΟΥΝΔΟΥΡΟΣ. Ἐλέγετο τοῦτο δημοσίως. (30, 780, 204, 804)
table-row (30, 167, 204, 177)
column-6-ads (1209, 55, 1454, 2264)
paragraph: ΜΑΡΤΥΣ. Ὅπισθεν τοῦ ουλαμοῦ. (472, 383, 616, 395)
divider (1227, 1071, 1436, 1072)
paragraph: ΠΡΟΕΔΡΟΣ. Ὥστε ἄλλην ἐντολὴν δὲν εἶχεν ; (30, 954, 204, 977)
issue-price-box: ΤΟ ΦΥΛΛΟΝ ΛΕΠΤΑ 5 (30, 181, 204, 198)
subs-cell: ΕΤΗΣΙΑ..... Φρ. 20 (117, 157, 192, 167)
paragraph: ΑΝΔΡΙΑΔΗΣ. Ὡς διοικητὴς σαφεῖ-τος ἐλάβατε στοιχεῖα 'νὰ κατηγορήσετε τὸν Μπάρακλην ; (221, 1173, 446, 1197)
ad-body: Αὔριον Σάββατον 3 Ἰουλίου, ὥρα 8 π. μ. τελοῦμεν ἐν τῷ ἱερῷ ναῷ τοῦ Δ' Νεκροτα-φείου μνημόσυνον ὑπὲρ ἀναπαύσεως τῆς ψυ-χῆς τοῦ πολυκλαύστου ἡμῶν συζύγου καὶ πατρός (1217, 72, 1446, 119)
mikra-nea-items (714, 90, 949, 1082)
ad-heading: ΠΩΛΕΙΤΑΙ (1288, 1311, 1376, 1331)
paragraph: ΒΑΣ. ΕΠΙΤΡΟΠΟΣ. Ἡ ἀνάβασις τῆς λοφοσειρᾶς ἦτο δυνατὴ ὑπὸ τοῦ ἱππικοῦ ἀπο-γνώσεως ; (30, 1204, 204, 1240)
paragraph: ΠΡΟΕΔΡΟΣ. Ὥστε φρονεῖτε, ὅτι ἐξε-τέλεσεν ἀνελθόντος τοῦ ἐθάφους τὴν ἐντολήν, φέρων ἦτο δυνατὸν καλλίτερον ; (221, 459, 446, 495)
paragraph: ΠΡΟΕΔΡΟΣ. Πῶς ἔχει ὁ ἐχθρός ; (39, 253, 179, 265)
ornament-icon: ❧ (826, 595, 837, 606)
ornament-icon: ❧ (826, 345, 837, 356)
column-5 (958, 55, 1209, 2264)
paragraph: ΠΡΟΕΔΡΟΣ. Δὲν εἶνε μόνον ὁ λόγος τῆς δειλίας ὁ ὁποῖος κάμνει τινὰ νὰ ὑπομεί-νῃ. Εἶνε καὶ ὁ λόγος κακῆς ἐκτιμήσεως ἢ καὶ κακῆς ἀνυπόφορος. (221, 233, 446, 269)
column-4 (706, 55, 958, 2264)
paragraph: ΚΥΠΡΙΑΝΟΣ (λοχαγός). Δέχεστε ὅτι ἐξετέλεσεν εὐδόκιμος τὰ καθῆκόν του ὁ ἀνθυπίλοχος, Ἀπορῶ ἐπομένως πῶς ἐρχόμεθα ἐδῶ. (30, 1078, 204, 1127)
news-item-body: Κατὰ τὶ χθὲς συγκεντρωθέντα ἀποτελέσμα-τα τῆς ἐκλογῆς Φθιώτιδος βουλευτὴς ἀνεδεί-χθη ὁ κ. Ἀγαθοκλῆς πλειοψηφήσας κατὰ ψή-φους 280. (714, 442, 949, 478)
paragraph: ΠΡΟΕΔΡΟΣ. Ἐλάβετε ἀποσπάσματα τοῦ Μετσόβου ἐπὶ τῆς ἐστρατιάς φύγωσιν ; (30, 519, 204, 555)
column-1-body (30, 216, 204, 1716)
paragraph: ΚΟΥΜΟΥΝΔΟΥΡΟΣ. Ἔξευρεν τελείως ἐξανελήθη τὰ πυρομαχικά μας. Ἡ ὑποχώρησις ἐσημάνθη τὴν 7ην, διότι ἐγνώριζον ὅτι ὁ κ. Τάλλ' ἔρχονται μ'.ἀναγνώσεις πᾶν ἦτο ἀ-καιρία. Ἔξηγοῦντο Δεύτερον ἀπὸ τὸ ὕψωμα τοῦ Ἐλευθεροχωρίου, ἀφοῦ οὗτοι μᾶς περιεκύκλωσαν. (30, 1417, 204, 1514)
ad-heading-5: καὶ ὁδὸς Αἰόλου ἀρ. 82 (1218, 886, 1445, 935)
news-item (714, 877, 949, 943)
subscription-heading: ΤΙΜΑΙ ΣΥΝΔΡΟΜΗΣ (75, 135, 160, 145)
ad-heading: ΕΝΟΙΚΙΑΖΕΤΑΙ (1266, 1107, 1397, 1127)
advertisement (1217, 1108, 1446, 1189)
paragraph: ΣΟΥΤΣΟΣ. Ὄχι ἀπὸ μέρους μου. Ἐγὼ γνωστὸ σημαίνει ἐὰν ἐλάμβανε χώραν φυγή. (221, 1312, 446, 1336)
divider (1227, 1188, 1436, 1189)
news-item-body: Χθὲς ἦλθον εἰς τὰ Γραφεῖα μας ἕνας ἀπο-ταπὰ ἀπὸ τὰ καπνοπωλεία διὰ νὰ διαμαρτυρη-θοῦν καὶ καπνοποιηθοῦν ἤτοις διὰ τὰ ἀκατὰ πρὸς καταστασὴν ὀνχάτων ἀντιμὴ τοῦ πρῶ-των καπνῶν τῶν ὄφελος ἕνα τὸν εἰργασμένον ἀπὸ τὴν ἐφωδὰ φαίνει ἐπὶ τοῦ δεῖ γίνει ἔθιμα ἀνευρέθη ἡ ἑταιρεία νὰ καταργηθῇ. Πάντας δὲ διὰ νὰ ἀνακτήσουν νὰ κατασταθῇ ὁδόντας δεῖ ἐπὶ 100 δραχμῶν, δὲν ἔλεγχοι ἐπὶ τοῦ αὐτοῦ καταστήματος, ἀλλὰ ζητεῖ καινουργῆς ἀπειλὰς ἐπιβάλλουσι ἕνα ἔργον γίνεται ζήτημα ὑπὸ τῆς ἀστυνομίας καὶ τὴν ἄλλην ἐξατέλεσεν διὰ σειρὰν ἐγχειρησάντων μέχρι τῆς ὁρίστικας νέου. Οἱ καπνοπωλεί ἐπελθόντων ὅτι ἐὰν δὲν μεταβληθῇ ἡ περὶ τοῦ ἀληκτὶ ἀπαιτήσεις τῶν θὰ κλείσουν τὰ μαγαζιά των. (714, 624, 949, 795)
ad-body: οἰκία εἰς καλὴν μέτριον τι-μὴν εἰς ὁδὸν Καραϊσκάκη ἀρ. 29 παρὰ τὸ πρόβλημα τῆς Πλατείας. Πληροφορίαι ὁδὸς Αἰ-σχύλου ἀρ. 45, ὅπισθεν Βαρβακείου. (1217, 1330, 1446, 1364)
ad-heading: ΜΝΗΜΟΣΥΝΟΝ (1264, 55, 1399, 73)
column-3-body (463, 55, 697, 965)
ads-note: Άγγελίαι καὶ διατριβαὶ κατ' ἀποκοπήν (44, 201, 191, 211)
paragraph: ΒΑΣ. ΕΠΙΤΡΟΠΟΣ. Πόση ἀπόστασις ὑπάρχει ἀπὸ Ἰωαννίνων μέχρι τοῦ σημείου ὅπου κατεστράφησαν ; (30, 1153, 204, 1190)
paragraph: ΑΝΑΣΤΑΣΟΠΟΥΛΟΣ. Ἐπομένως οὔτε λόγος τοιοῦτος δὲν ὑπῆρχε. (221, 270, 446, 295)
paragraph: ΚΟΥΜΟΥΝΔΟΥΡΟΣ. Θὰ ἀνεβλέξανόντο δύο αἱγιαλλονοί. (30, 1242, 204, 1266)
masthead-logo-block (30, 55, 204, 124)
news-item-title: Εἰδυποφορικῶν διεύθυνσις (767, 812, 896, 825)
news-item (714, 346, 949, 412)
paragraph: ΒΑΣ. ΕΠΙΤΡΟΠΟΣ. Εἶχε τὸ δικαίωμα νὰ μείνῃ ὅταν ἔφυγε ; (221, 884, 446, 908)
news-item (714, 797, 949, 875)
paragraph: ΠΡΟΕΔΡΟΣ. Ἠκολούθει ὅτι ὁ Μπάρακλης καὶ τὴν ἀνθυπολοχαγὸν Ἀρακαντινῶν προέφερε νὰ μὴ φύγη ! (30, 743, 204, 779)
paragraph: ΚΟΥΜΟΥΝΔΟΥΡΟΣ. Ἐγὼ 'σᾶς εἶπα ὅτι δὲν χρειάζεται, ἐπομένως δὲν ἐδέχθην τὸ ζήτημα αὐτό. Ἐπὶ νὰ γίνῃ ἡ ὑποχώρησις καλλίτερον, εἰς Πέντε Πηγάδια δὲν εἶχον ἀ-νάγκην ἐπειδὴ ἄλλα πεζῶν καὶ πυροβολισμόν. (221, 1085, 446, 1145)
advertisement (1217, 1079, 1446, 1102)
paragraph: ΚΟΥΜΟΥΝΔΟΥΡΟΣ. Ἤκουσα ὅτι ἠθέλησε νὰ μεταχειρισθῆ τοὺς ἵππους πρὸς σύλληψιν φυγάδων. (30, 655, 204, 691)
ad-body: Παρ' ὅλων τῶν ὀδοντοϊατρῶν ὁμολογεῖται ὅτι τὸ καουτσοὺκ ἐν τῷ στόματι δίδει βάρος, κατοχεύει ὡς ἐκ τῆς συγκεντρώσεως τῶν μι-κροβίων δελετώνων καὶ προσθέτει τὴν ἀπο-νέκρω ὡς δὲ τοῦ μὴ πορθῶσι αὐτοῦ ἀπείρη μὲ τὸν καιρὸν τοὺς ὀδόντας, ἐφ' ᾧ ἂν ἀκουμβᾷ, καὶ ἐξ αὐτοῦ οἱ ινυγικοὶ ὀδόντες ὑπόκεινται εἰς θραῦσιν. Νέα μὲ τὸ (1217, 359, 1446, 441)
paragraph: ΣΟΥΤΣΟΣ. Δὲν εἴξερο. Ἀλλὰ δὲν ἐν-τάσσεθη ἐν τοῦτοις ὁ Μπάρακλης. (221, 609, 446, 633)
paragraph: Καλοῦνται οἱ μάρτυρες Δ. Δράκος, Θεόδωρος Παρασκευᾶς, Π. Βασιλόπουλος, οἱ ὁποῖοι ὑποστηρίζουσι τὴν ἀπολογίαν τοῦ κατηγορουμένου ἀναφέροντες ὅτι ἐξετέλεσε τὴν ἐντολήν του ἐφ' ὅσον ἦτο δυνατόν. Κα-τόπιν ἐξετάζεται ὁ λοχίας Παρ. Γεωργίου ὅστις ἀναφέρει ὅτι ὁ Μπάρακλης εἰς οὐδεμίαν ὑποχώρησιν ἔδωσεν τὸ σύνθημα. (463, 692, 697, 777)
column-1 (22, 55, 213, 2264)
paragraph: ΜΑΡΤΥΣ. Τὴν εἶχε. (472, 267, 558, 279)
mikra-nea-heading: ΜΙΚΡΑ ΝΕΑ (768, 59, 895, 82)
ad-body: ἐν ὁδῷ ἐπὶ τοῦ ἑκάτου εἰς τῆς δι ὁδὸν ἀρ. 1 καὶ ἐν ὁδῷ διὰ τὸ Ζίκα. Πληροφορίαι ὁδὸς Νεαπόλεως (Ἅγιος Γεώργιος) ἀριθ. 28 (συνοικία Νεαπόλεως) ὁδὸς ἀριθ. (1217, 1265, 1446, 1301)
divider (1227, 510, 1436, 511)
paragraph: Βιδετά μεσημβρίαν. — Ἐξέφρασεν μικροτέρων ὑπερεσπάσεως. (463, 421, 697, 446)
divider (1227, 807, 1436, 808)
paragraph: Ἐπομένως τῶν ἔμεινεν ἐκεῖ ὁ Μπάρακλης ἔμεινεν αὐτοβούλως. (221, 55, 446, 79)
paragraph: ΠΡΟΕΔΡΟΣ. Εἶχε καὶ πυροβολικὸν ; (39, 279, 195, 291)
paragraph: ΠΡΟΕΔΡΟΣ. Σᾶς ἀνετέθη κάμμία ἐν-τολή ; (230, 321, 414, 333)
efcharistirion-heading: ΕΥΧΑΡΙΣΤΗΡΙΟΝ (1023, 315, 1142, 331)
news-item (714, 596, 949, 795)
paragraph: ΠΡΟΕΔΡΟΣ. Τί ἄλλο γνωρίζετε ; (230, 522, 371, 534)
ornament-icon: ❧ (826, 480, 837, 491)
paragraph: ΣΟΥΤΣΟΣ. Ἡ διαταγὴ ἐξῆλθε τὴν θὴν πρωΐνήν, ὁ δὲ Μπάρακλης ἀπεσύρθη τὴν 6ην μ. μ. (221, 648, 446, 672)
paragraph: ΣΟΥΤΣΟΣ. Τὸ ἔξαρχος καθ' ὅσα ἐγὼ πληροφορίας εἶνε ἐκατολλήχθηκαν δι' ἐν-κὸν. Ἐδέχνοι τινὰς θὰ ἐξετέλουν καλλίτερον τὴν ἐντολήν. (221, 421, 446, 458)
paragraph: ΑΝΑΣΤΑΣΟΠΟΥΛΟΣ. Ὁ κ. Βασ. Ἐπίτροπος ἔχομέν κρίσεις ἀπὸ τὸν κ.Σούτσον. (221, 947, 446, 970)
news-item-title: Ἀθώωσις ἀνθυπολοχαγοῦ. (770, 293, 893, 306)
tou-kosmou-heading: ΤΟΥ ΚΟΣΜΟΥ (773, 1086, 890, 1104)
ad-body: Ἐν ὁδῷ Γ' ἐκ Πόντων 1.Παρακαλῶ ἀρ. 109 — ἐχθὲς ὁλία Σαγκαρδλα κειμένην ἐκατὸν τοῦ Καταστήματος Σ. Μεσολλον. Ἐπίσης ἐνοικιάζεται εἰς τὴν αὐτὴν καὶ γραφεῖον διδασκαλικὸν. Πληροφορίαι ὁδὸς Εὐριπίδου ἀριθ. 24. (1217, 1126, 1446, 1184)
paragraph: ΒΑΣ. ΕΠΙΤΡΟΠΟΣ. Νὰ ἐρωτηθῇ, πα-ρακαλῶ δ κ. Κουμουνδοῦρος. (221, 1059, 446, 1083)
paragraph: Ὁ μάρτυς κ. Κρίτσας, Πλάρχος, βεβαιοῖ ὅτι οὐδεμία διαταγὴ περιῆλθεν εἰς γνῶσιν του καὶ ὅτι πάντες οἱ ἀξιωματικοὶ ἐξετέλεσαν τὸ καθῆκόν των. (463, 816, 697, 852)
paragraph: Ὁ αὐτὸς μάρτυς βεβαιοῖ ὅτι μετὰ τὴν θέσιν του ἐπιστροφῇ, ὁ ἀνθυπίλαρχος Μπά-ρακλης ἐπεχείρησε νὰ διατάχθῃ ὑπὸ πρὸς συνάντησιν τοῦ Κουμουνδοῦρου, ἀλλ' ἐπειδὴ ἡ ἀνιχνευτικὴ εἶχε τελείως διακοπῆ ὑπὸ τῶν κατελθόντων τούρκων ἠγκιζόθη πλέον νὰ ὑποχωρήσῃ. (463, 630, 697, 691)
paragraph: ΠΡΟΕΔΡΟΣ. Ἀλλὰ καὶ δὲν ἔμεινε μό-νος. (230, 634, 407, 646)
paragraph: ΣΟΥΤΣΟΣ. Ὅσον ἦτο δυνατόν, δι' ἐξε-πικόν δηλαδή. (221, 497, 446, 521)
news-item-body: Ὁ ἀντισυνδικὸς Ἀνακτορίων τηλεγραφεῖ ὅτι λησῶν ὑποχοῦλει ὅτι πωλοῦνται λαθραίως καπνὸς καὶ συγχρόνως καὶ παρακλαβὸν μαστίχαλίδων ἀπόσπασμα φρούρας εἰς ἐκθλήξιν τὴν πρὸ τῶν πρωίνων ὥραν τῆς χθὲς καὶ διενήργησαν ἔρευ-ναν εἰς σᾶς εἶπέτα τῶν ἐξ ἐπαγγέλματος λα-θρεμπόρων Εὐαγγέλου Ἀγγελάτου, Ἰωάν-τος Κοτσάρη, Γρ. Κελεπούρη καὶ Πολυχρόνη Ἀγγελάτου. Εἰς τὰς οἰκίας τῶν δύο πρώτων ἀνευρέθησαν συγκεχωμένοι καὶ περὶ τὰ λα-βεῖν ὅπερ κατέξης. Εἰς δὲ τὰς τῶν δύο τελευταίων καπνὸν κεκομμένων ὀκάδων 6 ὀκάδας καὶ εἰς φύλλα οὐδέως σχεδὸν ὀκάδας, οἱ καπνοὶ συνε-φόγεζη καὶ κλινεπαστάσκεια τοῦ ὀχυροθίου. (714, 119, 949, 276)
paragraph: ΚΟΥΜΟΥΝΔΟΥΡΟΣ. Ὄχι. (230, 182, 349, 194)
paragraph: ΑΝΑΣΤΑΣΟΠΟΥΛΟΣ. Καὶ τὸ πιλί-κιόν του ἔξεσε δὲν ἐξεσάλγησεν δι. σφαιρῶν ; (221, 118, 446, 143)
table-row (30, 157, 204, 167)
news-item-title: Διαμαρτυροῦσα καπνοπωλεῖον. (758, 610, 905, 623)
ad-heading: ΟΘΩΝΟΣ ΛΕΥΚΟΒΙΤΣ (1235, 569, 1428, 588)
tou-kosmou-body: Ἐξεδόθη ἐδ&Κ.προνομιστὸν Αἴτιαίων γεγο-νὸς τὴν περιληπτικὰς ἀπὸ Ἀθ. Ἀρχιφροῦ ἐπὶ τῆς γενομένης καὶ ἡ διαταγὴ τοῦ 'Ἀρχηγοῦ μὲ ὃ λυγόν νὰ ἀποστεῖλῃ εἰς Κλεμιζέθας ἐλθὼν πρὸς ἀνάγνωσιν. Ὁ τούτῳ ἀναφέρεται ὅτι εἰς ἡμᾶς ἡμαιτηρίζων, εἰς τὰ τῶν δηλῶν δὲν ἐτόλ-μησε περὶ 20 μηνῶν ἀπὸ ἄ ἄνεσις καλὴ παρακα-τολεῖται,ὅπου βίαιο ἄλλα τάγμα, καὶ ἐμέ-νοντας ἐμεριστικόν. — "Οχι λόγοι, ἀλλὰ πράγματα. Ἐκπτώσεις ἀλήθεια 20 ἐπὶ τοῖς 100 γίνονται εἰς ὅλα τὰ διαμερίσματα ποὺ ποῦ διότι ἐπὶ τῶν ἐκπτώ-σεων. Καὶ ταῦτα καλὰ ἀλλὰ ἐνστίσαν καὶ δια-καθ' τῆς ἐκλὼς τοῦ κ. Ἐπὶ τῶν ἀλλὰ καὶ καλῶν θά διαφωνοῦν ἐπὶ τοῦ ζητήματος δια-ματα. (714, 1111, 949, 1269)
news-item (714, 278, 949, 344)
advertisement (1217, 131, 1446, 211)
divider (1227, 445, 1436, 446)
news-item-title: Ἀπαγόρευσις εἰς τοὺς χρηματιστάς. (748, 495, 915, 508)
ad-body: καὶ εἰς Δ' ἐκδόσεις ἐξεπεπλήρωσαν αἱ Ἀ-πάντως τῶν Συρλελθών ὑπερέφεινε τοῦ Ἰατρο-γεωργικοῦ Σ. Δ. Ζαγκαρέδα μετὰ καλῶν βελτιώσεων καὶ προσθηκῶν, πε-ριγγένης διὰ τὰ Χυρελθὼν κοσμήσεως καὶ ἀμφο-τολοθογραφαμένα ἐκ τοῦ ποικιλθ (ἦ' μετὰ nature) ὅσοι τὰ ἔλλην—τοὺς δενδρῶνο—καὶ μεγίστῳ—προστο—τείᾳ—Ἐλενύδρακεν καὶ εἰς τὸν λόγον ἐν τοῖς προτόσεις, ὑπὸ λόγον 'πρὸς διὰ τῆς τῆς ἀντιγνώ-ρυγγος—ρυᾶς—ὕποιον—ἐγκαμέλιον, —ψήφων κ.τ.λ πλέον τὸν ἀνώτερον τὰ κατὰ τὰ καίμενον, ἦτοι ἢ θεραπεία ἐλάν·τῶν Ἰσφελή-θου·τὸ τελειοποιημένον ὃ ἢ ἔφαγον διὰ λογι-σινάτων κατ' ἔνομα καὶ Ἐλαν τὴν Μ-λάθα κατ' Ἀνατολὴν ἀπὸ τοῦ ἔτους 1893—1897. Τὰ ἀπανῶν συγγράμματα εὑρίσκονται παρὰ τοῦ συγγραφῆ ὁδὸς Εὐριπίδου 24, καὶ εἰς τὸ Φαρμακεῖον 'Ἀγ. Ραζῆ ὁδὸς Κορ-πίδου. (1217, 628, 1446, 803)
paragraph: ΠΡΟΕΔΡΟΣ. Ὥστε τίποτε δὲν ἐκάλυψε τὸν Μπάρακλην. (221, 673, 446, 697)
divider (1227, 983, 1436, 984)
ad-heading-2: ΕΝΟΙΚΙΑΖΟΝΤΑΙ (1239, 1195, 1424, 1221)
